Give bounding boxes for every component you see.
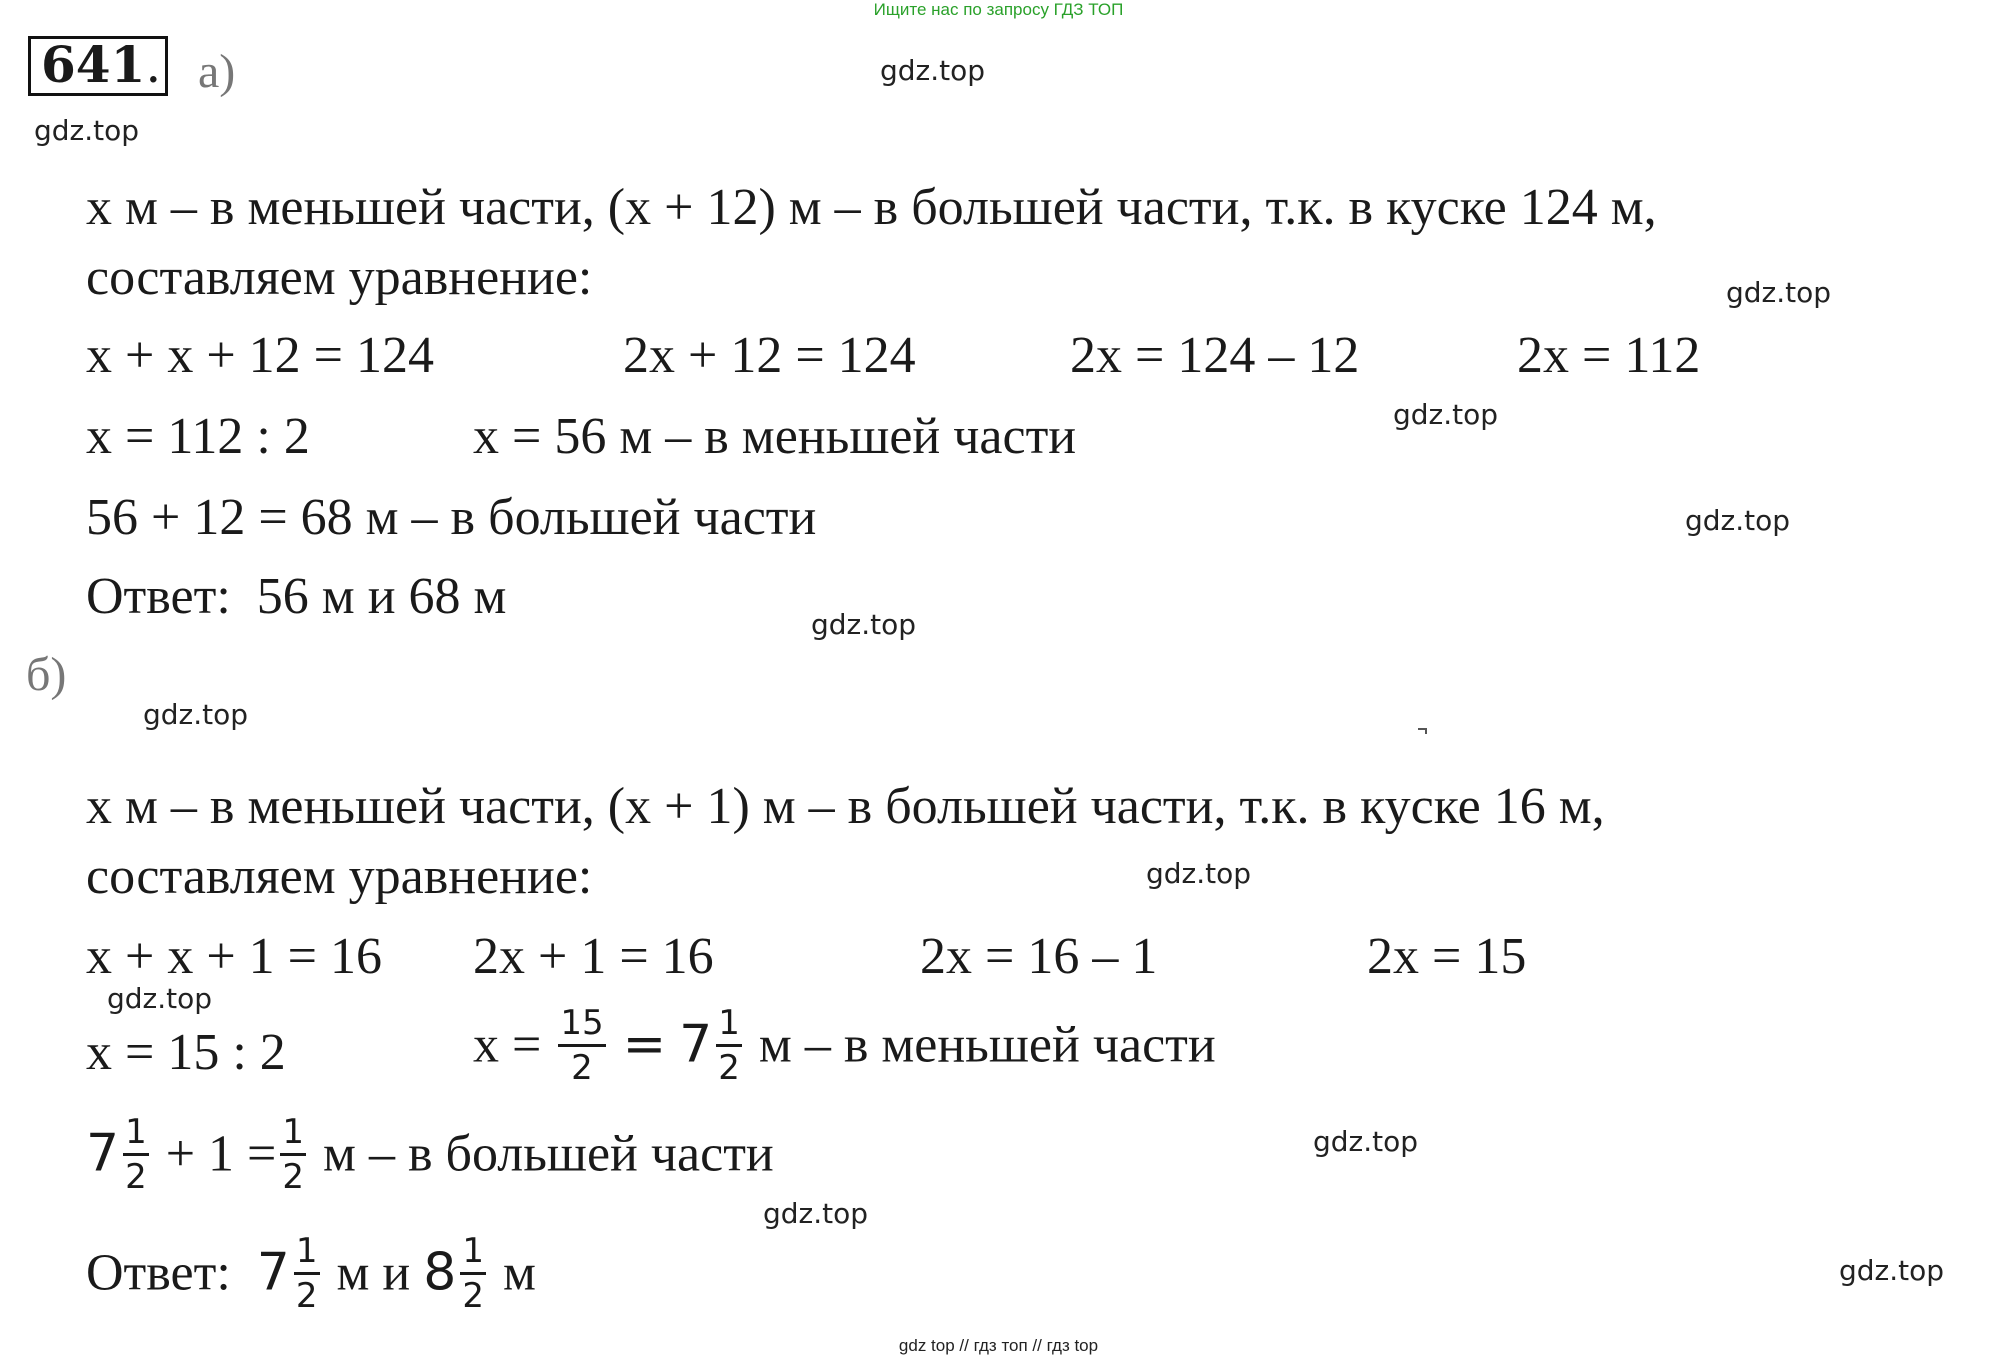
part-a-equation-7: 56 + 12 = 68 м – в большей части: [86, 489, 817, 546]
part-a-answer-unit-2: м: [473, 568, 507, 625]
part-a-answer-label: Ответ:: [86, 568, 231, 625]
part-b-intro-line-2: составляем уравнение:: [86, 848, 593, 905]
watermark-6: gdz.top: [811, 608, 917, 641]
stray-mark: [1418, 728, 1427, 734]
watermark-1: gdz.top: [880, 54, 986, 87]
part-b-answer-whole-2: 8: [423, 1242, 457, 1303]
watermark-5: gdz.top: [1685, 504, 1791, 537]
part-b-intro-line-1: х м – в меньшей части, (х + 1) м – в большей части, т.к. в куске 16 м,: [86, 778, 1605, 835]
fraction-1-over-2: [123, 1113, 149, 1196]
fraction-denominator: 2: [462, 1276, 484, 1316]
fraction-numerator: 1: [280, 1113, 306, 1156]
top-banner: Ищите нас по запросу ГДЗ ТОП: [873, 0, 1124, 19]
part-b-equation-2: 2х + 1 = 16: [473, 928, 714, 985]
part-b-eq6-prefix: х =: [473, 1016, 542, 1074]
part-b-equation-6: [473, 1003, 1216, 1091]
part-b-answer-mid: м и: [336, 1244, 411, 1302]
watermark-9: gdz.top: [107, 982, 213, 1015]
fraction-1-over-2: [460, 1232, 486, 1315]
part-b-equation-3: 2х = 16 – 1: [920, 928, 1158, 985]
fraction-1-over-2: [294, 1232, 320, 1315]
footer-watermark: gdz top // гдз топ // гдз top: [898, 1336, 1099, 1355]
problem-number-box: [28, 36, 168, 96]
watermark-11: gdz.top: [763, 1197, 869, 1230]
part-a-answer: [86, 567, 506, 627]
part-b-answer-label: Ответ:: [86, 1244, 231, 1302]
part-b-answer-whole-1: 7: [256, 1242, 290, 1303]
fraction-denominator: 2: [571, 1048, 593, 1088]
problem-number-dot: .: [145, 36, 162, 94]
fraction-1-over-2: [280, 1113, 306, 1196]
part-b-eq6-equals: =: [622, 1014, 667, 1075]
part-a-answer-value-1: 56: [256, 568, 309, 625]
watermark-10: gdz.top: [1313, 1125, 1419, 1158]
watermark-2: gdz.top: [34, 114, 140, 147]
part-b-answer-unit: м: [502, 1244, 536, 1302]
fraction-denominator: 2: [718, 1048, 740, 1088]
part-a-equation-4: 2х = 112: [1517, 327, 1701, 384]
part-a-equation-1: х + х + 12 = 124: [86, 327, 434, 384]
fraction-numerator: 1: [460, 1232, 486, 1275]
fraction-numerator: 15: [558, 1004, 605, 1047]
fraction-denominator: 2: [282, 1157, 305, 1197]
watermark-8: gdz.top: [1146, 857, 1252, 890]
watermark-12: gdz.top: [1839, 1254, 1945, 1287]
part-b-equation-7: [86, 1112, 774, 1200]
watermark-3: gdz.top: [1726, 276, 1832, 309]
fraction-numerator: 1: [294, 1232, 320, 1275]
fraction-1-over-2: [716, 1004, 742, 1087]
part-b-eq7-suffix: м – в большей части: [323, 1125, 774, 1183]
watermark-4: gdz.top: [1393, 398, 1499, 431]
watermark-7: gdz.top: [143, 698, 249, 731]
part-a-equation-5: х = 112 : 2: [86, 408, 310, 465]
fraction-15-over-2: [558, 1004, 605, 1087]
part-b-equation-4: 2х = 15: [1367, 928, 1527, 985]
part-a-intro-line-1: х м – в меньшей части, (х + 12) м – в большей части, т.к. в куске 124 м,: [86, 179, 1657, 236]
part-a-label: а): [198, 45, 236, 98]
fraction-numerator: 1: [123, 1113, 149, 1156]
part-a-intro-line-2: составляем уравнение:: [86, 249, 593, 306]
part-b-eq7-whole: 7: [86, 1123, 120, 1184]
part-b-answer: [86, 1231, 536, 1319]
fraction-denominator: 2: [125, 1157, 147, 1197]
part-a-equation-3: 2х = 124 – 12: [1070, 327, 1360, 384]
problem-number: 641: [41, 35, 146, 94]
part-a-equation-6: х = 56 м – в меньшей части: [473, 408, 1077, 465]
part-a-answer-value-2: 68: [408, 568, 461, 625]
part-b-label: б): [26, 648, 67, 701]
part-a-equation-2: 2х + 12 = 124: [623, 327, 916, 384]
part-b-eq6-whole: 7: [679, 1014, 713, 1075]
part-b-equation-5: х = 15 : 2: [86, 1024, 286, 1081]
fraction-numerator: 1: [716, 1004, 742, 1047]
part-b-eq7-middle: + 1 =: [165, 1125, 277, 1183]
part-a-answer-unit-1: м: [321, 568, 355, 625]
part-b-equation-1: х + х + 1 = 16: [86, 928, 382, 985]
part-a-answer-and: и: [367, 568, 396, 625]
part-b-eq6-suffix: м – в меньшей части: [758, 1016, 1216, 1074]
fraction-denominator: 2: [295, 1276, 318, 1316]
